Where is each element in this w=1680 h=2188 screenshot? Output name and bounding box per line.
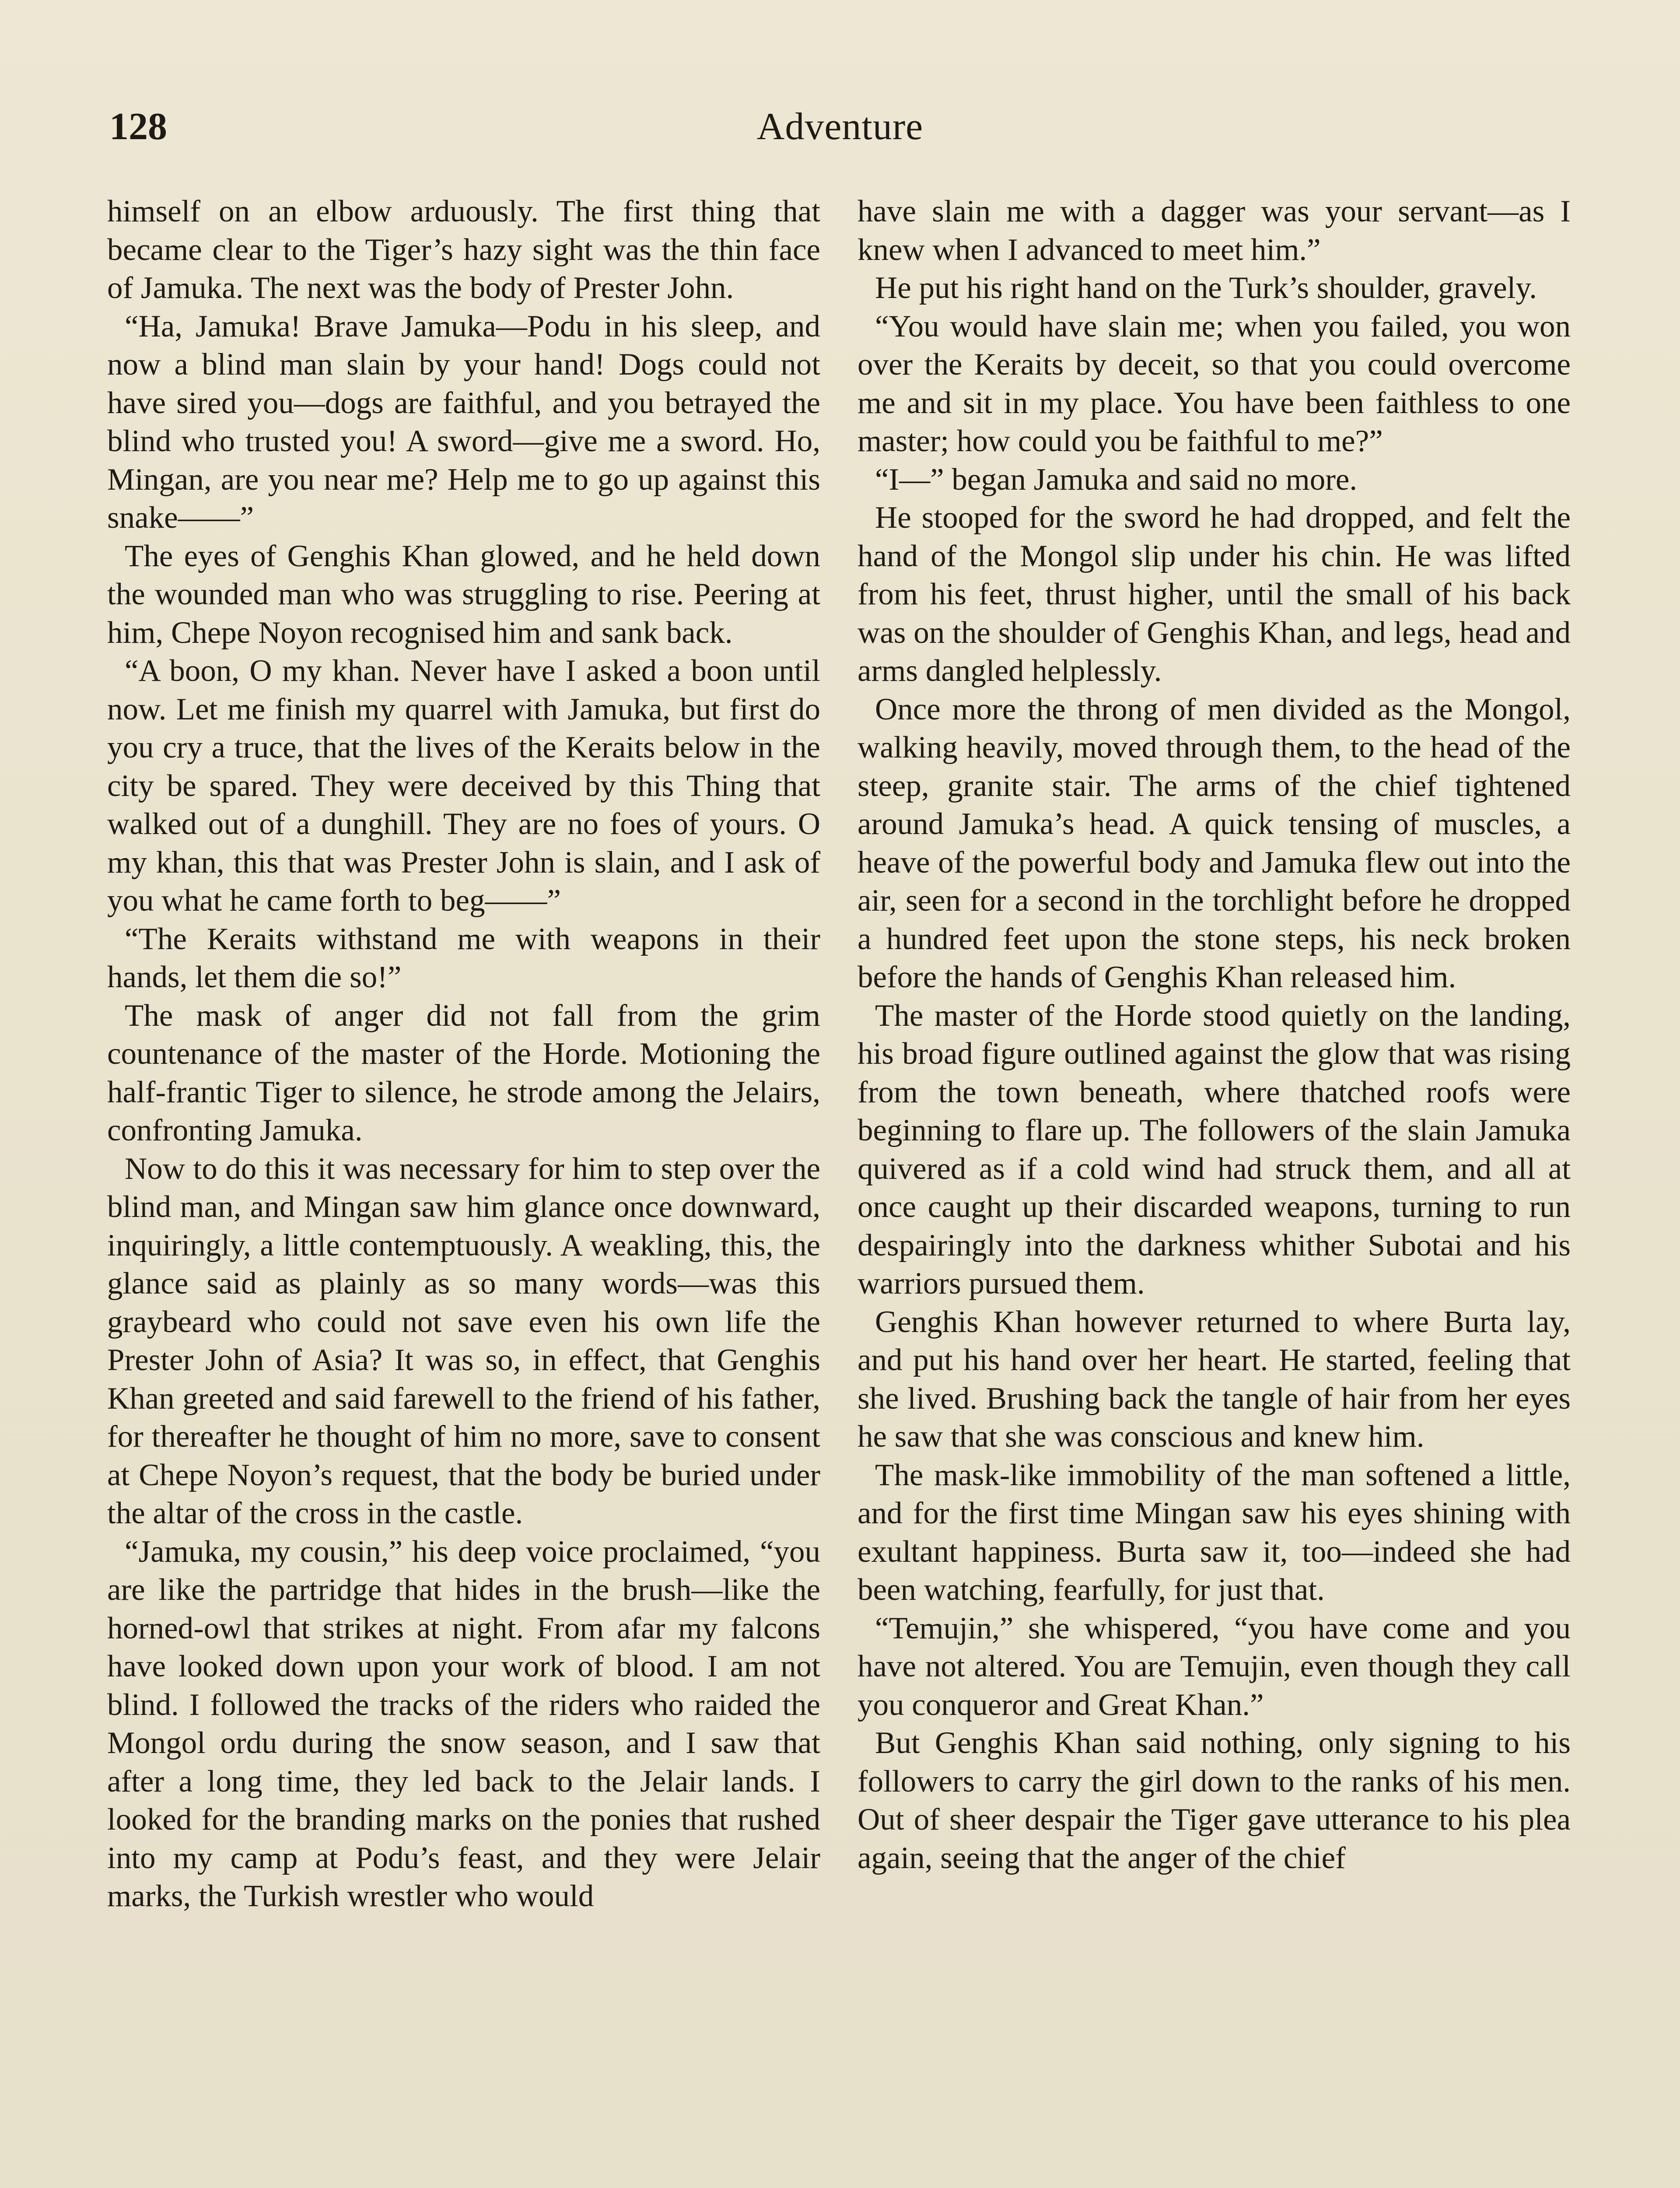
paragraph: himself on an elbow arduously. The first thing that became clear to the Tiger’s hazy sight was the thin face of Jamuka. The next was the body of Prester John. xyxy=(107,194,820,305)
paragraph: Genghis Khan however returned to where Burta lay, and put his hand over her heart. He started, feeling that she lived. Brushing back the tangle of hair from her eyes he saw that she was conscious and knew him. xyxy=(858,1304,1571,1454)
paragraph: The mask of anger did not fall from the grim countenance of the master of the Horde. Motioning the half-frantic Tiger to silence, he strode among the Jelairs, confronting Jamuka. xyxy=(107,998,820,1147)
page-number: 128 xyxy=(109,105,167,148)
paragraph: But Genghis Khan said nothing, only signing to his followers to carry the girl down to the ranks of his men. Out of sheer despair the Tiger gave utterance to his plea again, seeing that the anger of the chief xyxy=(858,1726,1571,1875)
paragraph: Once more the throng of men divided as the Mongol, walking heavily, moved through them, to the head of the steep, granite stair. The arms of the chief tightened around Jamuka’s head. A quick tensing of muscles, a heave of the powerful body and Jamuka flew out into the air, seen for a second in the torchlight before he dropped a hundred feet upon the stone steps, his neck broken before the hands of Genghis Khan released him. xyxy=(858,692,1571,994)
paragraph: “Temujin,” she whispered, “you have come and you have not altered. You are Temujin, even though they call you conqueror and Great Khan.” xyxy=(858,1611,1571,1722)
paragraph: “Ha, Jamuka! Brave Jamuka—Podu in his sleep, and now a blind man slain by your hand! Dogs could not have sired you—dogs are faithful, and you betrayed the blind who trusted you! A sword—give me a sword. Ho, Mingan, are you near me? Help me to go up against this snake——” xyxy=(107,309,820,535)
running-head: Adventure xyxy=(756,105,924,148)
paragraph: “The Keraits withstand me with weapons in their hands, let them die so!” xyxy=(107,922,820,994)
page-header xyxy=(109,94,1571,160)
paragraph: He put his right hand on the Turk’s shoulder, gravely. xyxy=(875,271,1537,305)
paragraph: have slain me with a dagger was your servant—as I knew when I advanced to meet him.” xyxy=(858,194,1571,267)
paragraph: The eyes of Genghis Khan glowed, and he held down the wounded man who was struggling to rise. Peering at him, Chepe Noyon recognised him and sank back. xyxy=(107,539,820,650)
paragraph: “A boon, O my khan. Never have I asked a boon until now. Let me finish my quarrel with Jamuka, but first do you cry a truce, that the lives of the Keraits below in the city be spared. They were deceived by this Thing that walked out of a dunghill. They are no foes of yours. O my khan, this that was Prester John is slain, and I ask of you what he came forth to beg——” xyxy=(107,654,820,918)
paragraph: Now to do this it was necessary for him to step over the blind man, and Mingan saw him glance once downward, inquiringly, a little contemptuously. A weakling, this, the glance said as plainly as so many words—was this graybeard who could not save even his own life the Prester John of Asia? It was so, in effect, that Genghis Khan greeted and said farewell to the friend of his father, for thereafter he thought of him no more, save to consent at Chepe Noyon’s request, that the body be buried under the altar of the cross in the castle. xyxy=(107,1151,820,1530)
paragraph: The master of the Horde stood quietly on the landing, his broad figure outlined against the glow that was rising from the town beneath, where thatched roofs were beginning to flare up. The followers of the slain Jamuka quivered as if a cold wind had struck them, and all at once caught up their discarded weapons, turning to run despairingly into the darkness whither Subotai and his warriors pursued them. xyxy=(858,998,1571,1301)
left-column xyxy=(107,193,820,1916)
paragraph: “You would have slain me; when you failed, you won over the Keraits by deceit, so that you could overcome me and sit in my place. You have been faithless to one master; how could you be faithful to me?” xyxy=(858,309,1571,458)
right-column xyxy=(858,193,1571,1877)
paragraph: The mask-like immobility of the man softened a little, and for the first time Mingan saw his eyes shining with exultant happiness. Burta saw it, too—indeed she had been watching, fearfully, for just that. xyxy=(858,1458,1571,1607)
paragraph: “I—” began Jamuka and said no more. xyxy=(875,462,1358,497)
paragraph: “Jamuka, my cousin,” his deep voice proclaimed, “you are like the partridge that hides in the brush—like the horned-owl that strikes at night. From afar my falcons have looked down upon your work of blood. I am not blind. I followed the tracks of the riders who raided the Mongol ordu during the snow season, and I saw that after a long time, they led back to the Jelair lands. I looked for the branding marks on the ponies that rushed into my camp at Podu’s feast, and they were Jelair marks, the Turkish wrestler who would xyxy=(107,1534,820,1913)
paragraph: He stooped for the sword he had dropped, and felt the hand of the Mongol slip under his chin. He was lifted from his feet, thrust higher, until the small of his back was on the shoulder of Genghis Khan, and legs, head and arms dangled helplessly. xyxy=(858,501,1571,688)
